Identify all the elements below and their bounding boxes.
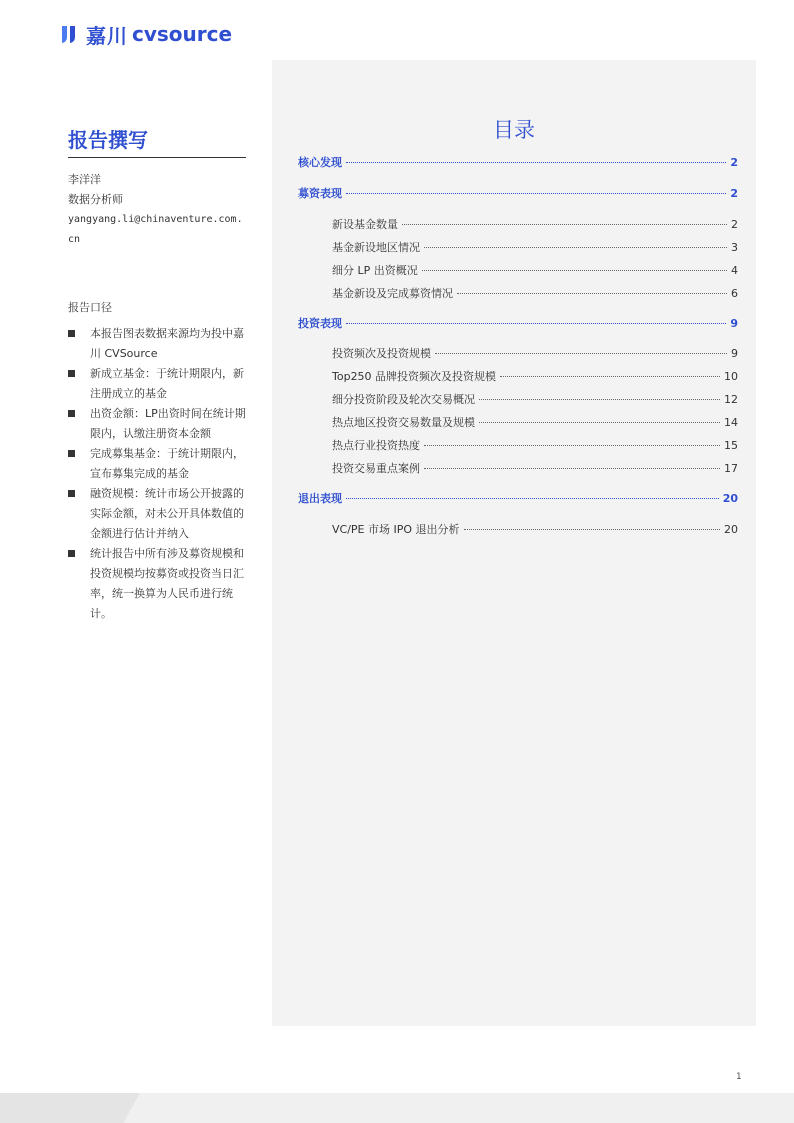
toc-entry-page: 9 <box>730 317 738 330</box>
toc-entry[interactable] <box>332 345 738 361</box>
toc-panel <box>272 60 756 1026</box>
square-bullet-icon <box>68 550 75 557</box>
toc-entry-label: 细分 LP 出资概况 <box>332 264 418 277</box>
toc-entry[interactable] <box>332 262 738 278</box>
caliber-heading: 报告口径 <box>68 301 112 314</box>
toc-leader-dots <box>402 224 727 225</box>
toc-leader-dots <box>424 468 720 469</box>
toc-leader-dots <box>500 376 720 377</box>
toc-leader-dots <box>422 270 727 271</box>
square-bullet-icon <box>68 490 75 497</box>
toc-entry-page: 3 <box>731 241 738 254</box>
toc-leader-dots <box>346 193 726 194</box>
list-item <box>68 404 246 444</box>
toc-leader-dots <box>479 399 720 400</box>
toc-entry[interactable] <box>298 185 738 201</box>
toc-leader-dots <box>424 445 720 446</box>
caliber-list <box>68 324 246 624</box>
toc-entry[interactable] <box>332 285 738 301</box>
footer-bar <box>0 1093 794 1123</box>
list-item <box>68 444 246 484</box>
brand-logo-en: cvsource <box>132 22 233 46</box>
page-number: 1 <box>736 1072 742 1082</box>
list-item <box>68 484 246 544</box>
toc-entry-page: 2 <box>730 156 738 169</box>
toc-entry[interactable] <box>332 521 738 537</box>
toc-leader-dots <box>435 353 727 354</box>
toc-entry-page: 12 <box>724 393 738 406</box>
list-item <box>68 364 246 404</box>
toc-leader-dots <box>346 162 726 163</box>
toc-entry[interactable] <box>332 368 738 384</box>
toc-entry-page: 2 <box>730 187 738 200</box>
list-item-text: 出资金额：LP出资时间在统计期限内，认缴注册资本金额 <box>90 407 246 440</box>
toc-title: 目录 <box>493 118 535 142</box>
square-bullet-icon <box>68 330 75 337</box>
toc-entry[interactable] <box>332 437 738 453</box>
sidebar <box>68 124 246 624</box>
toc-entry-page: 20 <box>722 492 738 505</box>
toc-entry-page: 20 <box>724 523 738 536</box>
toc-leader-dots <box>479 422 720 423</box>
toc-leader-dots <box>346 323 726 324</box>
toc-leader-dots <box>457 293 727 294</box>
author-name: 李洋洋 <box>68 173 101 186</box>
list-item-text: 融资规模：统计市场公开披露的实际金额，对未公开具体数值的金额进行估计并纳入 <box>90 487 244 540</box>
toc-entry-label: 热点地区投资交易数量及规模 <box>332 416 475 429</box>
toc-entry-label: 退出表现 <box>298 492 342 505</box>
toc-entry[interactable] <box>332 239 738 255</box>
toc-entry-page: 9 <box>731 347 738 360</box>
toc-entry[interactable] <box>332 460 738 476</box>
toc-entry-page: 10 <box>724 370 738 383</box>
toc-entry-label: 募资表现 <box>298 187 342 200</box>
brand-logo-cn: 嘉川 <box>86 23 128 48</box>
toc-entry-page: 14 <box>724 416 738 429</box>
square-bullet-icon <box>68 410 75 417</box>
toc-entry-label: 投资表现 <box>298 317 342 330</box>
toc-entry-label: 新设基金数量 <box>332 218 398 231</box>
author-heading: 报告撰写 <box>68 124 246 158</box>
square-bullet-icon <box>68 450 75 457</box>
footer-accent-shape <box>0 1093 140 1123</box>
toc-entry-page: 17 <box>724 462 738 475</box>
toc-entry[interactable] <box>332 414 738 430</box>
toc-entry[interactable] <box>298 490 738 506</box>
toc-entry-page: 15 <box>724 439 738 452</box>
list-item <box>68 544 246 624</box>
toc-entry[interactable] <box>298 315 738 331</box>
list-item-text: 本报告图表数据来源均为投中嘉川 CVSource <box>90 327 244 360</box>
toc-leader-dots <box>346 498 719 499</box>
toc-entry-label: 基金新设及完成募资情况 <box>332 287 453 300</box>
toc-entry-label: Top250 品牌投资频次及投资规模 <box>332 370 497 383</box>
toc-entry-label: 基金新设地区情况 <box>332 241 420 254</box>
toc-entry-label: 细分投资阶段及轮次交易概况 <box>332 393 475 406</box>
toc-entry[interactable] <box>332 391 738 407</box>
toc-entry-page: 2 <box>731 218 738 231</box>
toc-entry-label: 核心发现 <box>298 156 342 169</box>
author-title: 数据分析师 <box>68 193 123 206</box>
toc-entry-label: 投资频次及投资规模 <box>332 347 431 360</box>
list-item-text: 完成募集基金：于统计期限内，宣布募集完成的基金 <box>90 447 244 480</box>
author-email[interactable]: yangyang.li@chinaventure.com.cn <box>68 214 243 245</box>
toc-entry-label: 投资交易重点案例 <box>332 462 420 475</box>
list-item <box>68 324 246 364</box>
toc-entry-page: 6 <box>731 287 738 300</box>
toc-entry[interactable] <box>298 154 738 170</box>
toc-entry-label: VC/PE 市场 IPO 退出分析 <box>332 523 460 536</box>
toc-entry[interactable] <box>332 216 738 232</box>
toc-entry-label: 热点行业投资热度 <box>332 439 420 452</box>
brand-logo-mark-icon <box>60 23 82 45</box>
brand-logo <box>60 20 232 48</box>
list-item-text: 新成立基金：于统计期限内，新注册成立的基金 <box>90 367 244 400</box>
toc-leader-dots <box>424 247 727 248</box>
toc-entry-page: 4 <box>731 264 738 277</box>
square-bullet-icon <box>68 370 75 377</box>
list-item-text: 统计报告中所有涉及募资规模和投资规模均按募资或投资当日汇率，统一换算为人民币进行统计。 <box>90 547 244 620</box>
toc-leader-dots <box>464 529 720 530</box>
